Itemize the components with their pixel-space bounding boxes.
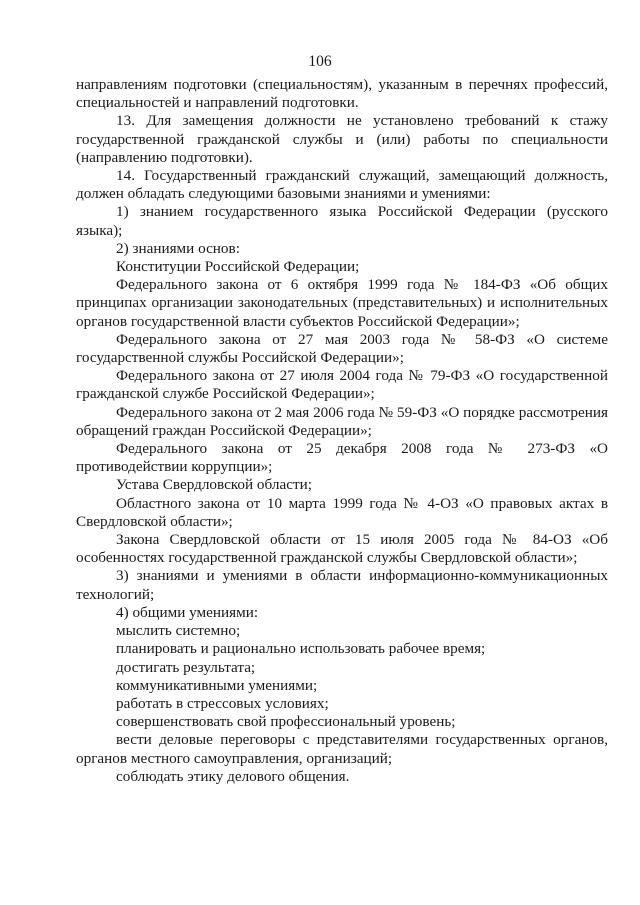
list-item-results: достигать результата;	[116, 658, 256, 676]
list-item-constitution: Конституции Российской Федерации;	[116, 258, 360, 276]
list-item-basics: 2) знаниями основ:	[116, 239, 240, 257]
paragraph-continuation: направлениям подготовки (специальностям), указанным в перечнях профессий, специальностей и направлений подготовки.	[76, 76, 608, 112]
page-number: 106	[308, 53, 332, 70]
list-item-business-ethics: соблюдать этику делового общения.	[116, 767, 350, 785]
list-item-negotiations: вести деловые переговоры с представителями государственных органов, органов местного самоуправления, организаций;	[76, 731, 608, 767]
list-item-law-273: Федерального закона от 25 декабря 2008 года № 273-ФЗ «О противодействии коррупции»;	[76, 440, 608, 476]
list-item-law-58: Федерального закона от 27 мая 2003 года № 58-ФЗ «О системе государственной службы Российской Федерации»;	[76, 330, 608, 367]
paragraph-item-14: 14. Государственный гражданский служащий, замещающий должность, должен обладать следующими базовыми знаниями и умениями:	[76, 167, 608, 203]
list-item-communication: коммуникативными умениями;	[116, 676, 318, 694]
list-item-professional-growth: совершенствовать свой профессиональный уровень;	[116, 713, 456, 731]
list-item-systemic-thinking: мыслить системно;	[116, 622, 241, 640]
list-item-law-59: Федерального закона от 2 мая 2006 года № 59-ФЗ «О порядке рассмотрения обращений граждан Российской Федерации»;	[76, 403, 608, 439]
list-item-regional-law-84: Закона Свердловской области от 15 июля 2005 года № 84-ОЗ «Об особенностях государственной гражданской службы Свердловской области»;	[76, 531, 608, 567]
list-item-it-skills: 3) знаниями и умениями в области информационно-коммуникационных технологий;	[76, 567, 608, 603]
list-item-stress: работать в стрессовых условиях;	[116, 694, 329, 712]
list-item-general-skills: 4) общими умениями:	[116, 603, 259, 621]
list-item-regional-law-4: Областного закона от 10 марта 1999 года № 4-ОЗ «О правовых актах в Свердловской области»;	[76, 494, 608, 530]
list-item-language: 1) знанием государственного языка Российской Федерации (русского языка);	[76, 203, 608, 239]
paragraph-item-13: 13. Для замещения должности не установлено требований к стажу государственной гражданской службы и (или) работы по специальности (направлению подготовки).	[76, 112, 608, 166]
list-item-charter: Устава Свердловской области;	[116, 476, 312, 494]
list-item-time-planning: планировать и рационально использовать рабочее время;	[116, 640, 486, 658]
list-item-law-79: Федерального закона от 27 июля 2004 года № 79-ФЗ «О государственной гражданской службе Российской Федерации»;	[76, 367, 608, 403]
document-body	[76, 76, 608, 786]
list-item-law-184: Федерального закона от 6 октября 1999 года № 184-ФЗ «Об общих принципах организации законодательных (представительных) и исполнительных органов государственной власти субъектов Российской Федерации»;	[76, 276, 608, 330]
